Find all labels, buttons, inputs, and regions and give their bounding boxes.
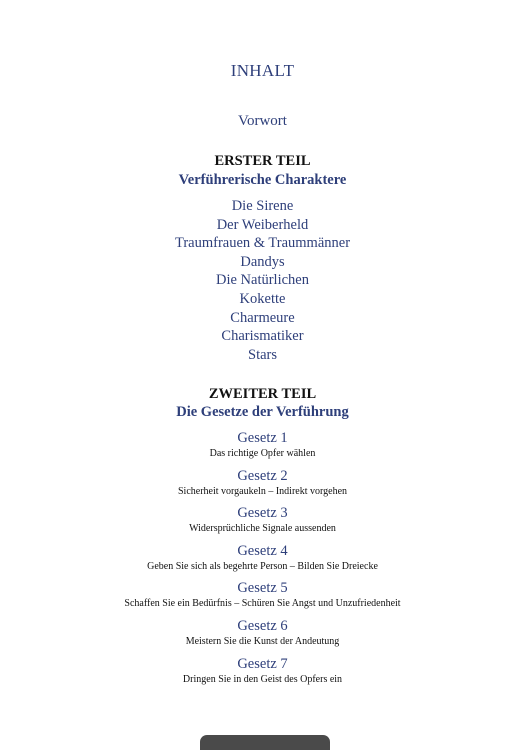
- law-description: Meistern Sie die Kunst der Andeutung: [185, 635, 340, 647]
- preface-link[interactable]: Vorwort: [238, 113, 287, 129]
- law-item: [0, 618, 525, 656]
- law-link[interactable]: Gesetz 3: [237, 505, 288, 522]
- part1-subtitle: Verführerische Charaktere: [178, 172, 347, 188]
- law-link[interactable]: Gesetz 5: [237, 580, 288, 597]
- toc-link-weiberheld[interactable]: Der Weiberheld: [216, 216, 309, 233]
- character-list: [0, 197, 525, 364]
- toc-link-traumfrauen[interactable]: Traumfrauen & Traummänner: [174, 235, 351, 252]
- toc-link-charmeure[interactable]: Charmeure: [230, 309, 295, 326]
- toc-link-charismatiker[interactable]: Charismatiker: [221, 328, 304, 345]
- law-description: Dringen Sie in den Geist des Opfers ein: [182, 673, 343, 685]
- law-link[interactable]: Gesetz 7: [237, 655, 288, 672]
- law-item: [0, 656, 525, 694]
- law-link[interactable]: Gesetz 6: [237, 617, 288, 634]
- toc-link-kokette[interactable]: Kokette: [239, 290, 286, 307]
- law-item: [0, 468, 525, 506]
- law-link[interactable]: Gesetz 4: [237, 542, 288, 559]
- law-description: Sicherheit vorgaukeln – Indirekt vorgehen: [177, 485, 348, 497]
- law-description: Schaffen Sie ein Bedürfnis – Schüren Sie Angst und Unzufriedenheit: [124, 598, 401, 610]
- toc-link-sirene[interactable]: Die Sirene: [231, 198, 294, 214]
- toc-link-natuerlichen[interactable]: Die Natürlichen: [215, 272, 309, 289]
- law-description: Das richtige Opfer wählen: [209, 448, 316, 459]
- law-item: [0, 543, 525, 581]
- toc-link-stars[interactable]: Stars: [248, 346, 277, 363]
- law-link[interactable]: Gesetz 1: [237, 430, 288, 446]
- part2-subtitle: Die Gesetze der Verführung: [176, 404, 349, 420]
- toc-link-dandys[interactable]: Dandys: [240, 253, 285, 270]
- law-item: [0, 505, 525, 543]
- law-list: [0, 430, 525, 693]
- law-description: Geben Sie sich als begehrte Person – Bilden Sie Dreiecke: [147, 560, 378, 572]
- part1-label: ERSTER TEIL: [214, 153, 311, 169]
- law-item: [0, 430, 525, 468]
- part2-label: ZWEITER TEIL: [208, 386, 317, 402]
- bottom-overlay-handle[interactable]: [200, 735, 330, 750]
- law-item: [0, 580, 525, 618]
- law-description: Widersprüchliche Signale aussenden: [189, 523, 336, 535]
- law-link[interactable]: Gesetz 2: [237, 467, 288, 484]
- toc-title: INHALT: [230, 61, 295, 80]
